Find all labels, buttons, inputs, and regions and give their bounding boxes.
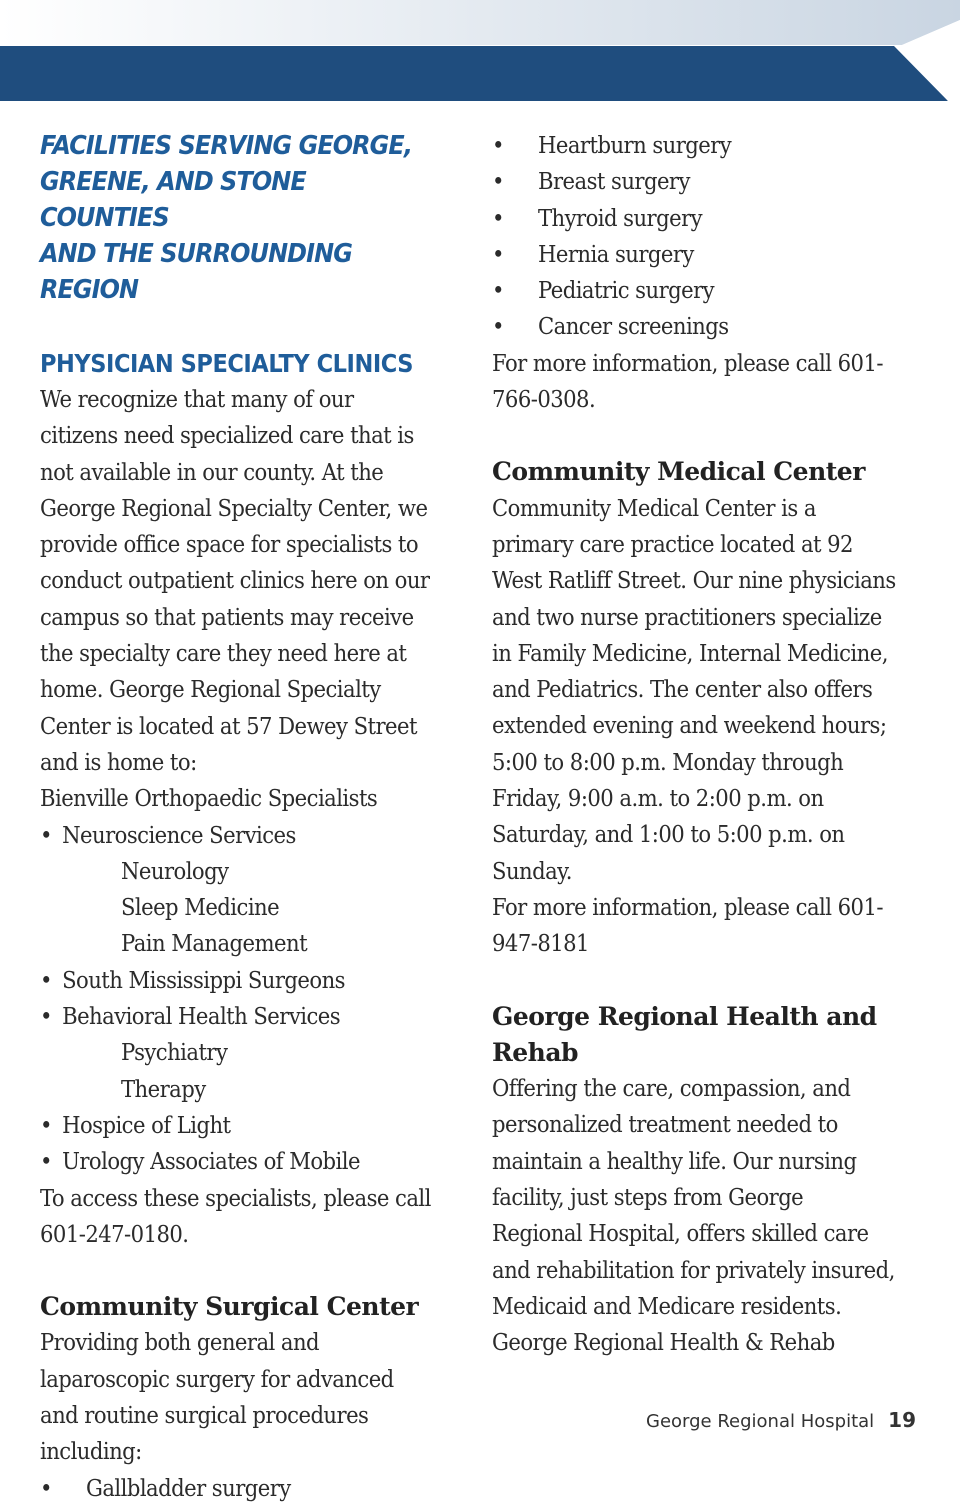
list-item: • Hernia surgery xyxy=(492,237,897,273)
list-item: • Thyroid surgery xyxy=(492,201,897,237)
list-item: • Behavioral Health Services xyxy=(40,999,431,1035)
clinics-heading: PHYSICIAN SPECIALTY CLINICS xyxy=(40,349,414,378)
rehab-heading: George Regional Health and Rehab xyxy=(492,1001,877,1067)
list-item: • Urology Associates of Mobile xyxy=(40,1144,431,1180)
clinics-list xyxy=(40,818,465,1181)
title-line: FACILITIES SERVING GEORGE, xyxy=(40,131,412,161)
list-subitem: Neurology xyxy=(120,858,229,885)
clinics-first-item: Bienville Orthopaedic Specialists xyxy=(40,786,378,813)
surgical-contact: For more information, please call 601- 766-0308. xyxy=(492,350,883,414)
list-subitem: Sleep Medicine xyxy=(120,895,280,922)
list-item: • South Mississippi Surgeons xyxy=(40,963,431,999)
list-subitem: Therapy xyxy=(120,1076,206,1103)
list-subitem: Pain Management xyxy=(120,931,308,958)
surgical-list-left xyxy=(40,1471,465,1507)
list-item: • Pediatric surgery xyxy=(492,273,897,309)
medical-contact: For more information, please call 601-947-8181 xyxy=(492,894,883,958)
list-item: • Cancer screenings xyxy=(492,309,897,345)
right-column xyxy=(492,128,932,1362)
list-item: • Hospice of Light xyxy=(40,1108,431,1144)
title-line: GREENE, AND STONE COUNTIES xyxy=(40,167,306,233)
clinics-contact: To access these specialists, please call 601-247-0180. xyxy=(40,1185,431,1248)
clinics-intro: We recognize that many of our citizens need specialized care that is not available in our county. At the George Regional Specialty Center, we provide office space for specialists to conduct outpatient clinics here on our campus so that patients may receive the specialty care they need here at home. George Regional Specialty Center is located at 57 Dewey Street and is home to: xyxy=(40,387,430,776)
footer-hospital-name: George Regional Hospital xyxy=(646,1411,875,1432)
list-item: • Neuroscience Services xyxy=(40,818,431,854)
list-item: • Gallbladder surgery xyxy=(40,1471,431,1507)
left-column xyxy=(40,128,465,1507)
surgical-list-right xyxy=(492,128,932,346)
surgical-heading: Community Surgical Center xyxy=(40,1292,419,1322)
list-subitem: Psychiatry xyxy=(120,1040,228,1067)
header-banner xyxy=(0,0,960,110)
title-line: AND THE SURROUNDING REGION xyxy=(40,239,352,305)
page-footer xyxy=(646,1408,916,1432)
surgical-intro: Providing both general and laparoscopic surgery for advanced and routine surgical procedures including: xyxy=(40,1330,394,1466)
list-item: • Heartburn surgery xyxy=(492,128,897,164)
medical-heading: Community Medical Center xyxy=(492,457,865,487)
list-item: • Breast surgery xyxy=(492,164,897,200)
page-number: 19 xyxy=(888,1408,916,1432)
rehab-body: Offering the care, compassion, and personalized treatment needed to maintain a healthy life. Our nursing facility, just steps from George Regional Hospital, offers skilled care and rehabilitation for privately insured, Medicaid and Medicare residents. George Regional Health & Rehab xyxy=(492,1076,895,1357)
page-title xyxy=(40,128,431,308)
medical-body: Community Medical Center is a primary care practice located at 92 West Ratliff Street. Our nine physicians and two nurse practitioners specialize in Family Medicine, Internal Medicine, and Pediatrics. The center also offers extended evening and weekend hours; 5:00 to 8:00 p.m. Monday through Friday, 9:00 a.m. to 2:00 p.m. on Saturday, and 1:00 to 5:00 p.m. on Sunday. xyxy=(492,495,896,885)
